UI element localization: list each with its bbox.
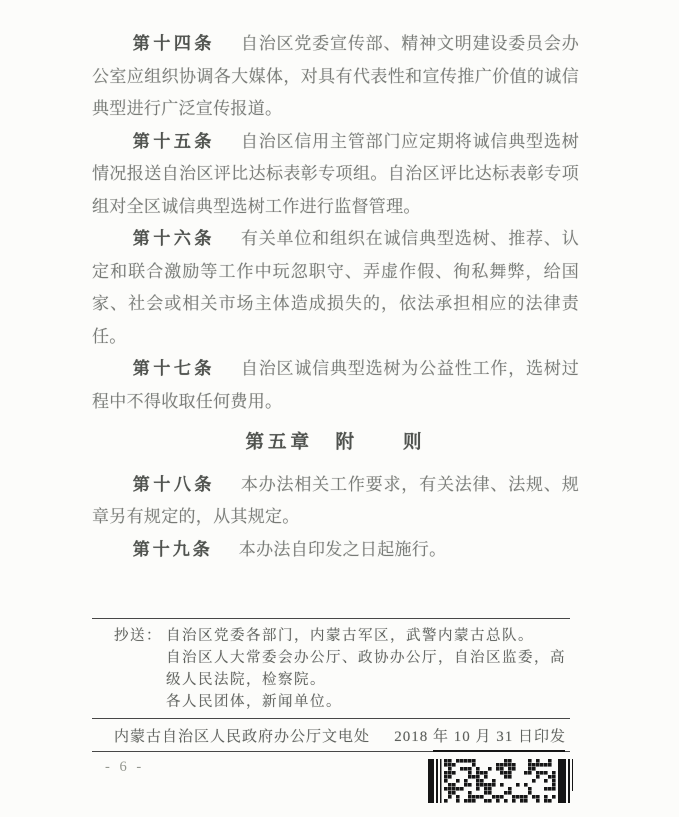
article-number: 第十七条 — [132, 359, 215, 378]
article-number: 第十八条 — [132, 474, 215, 494]
cc-recipient-line: 自治区人大常委会办公厅、政协办公厅，自治区监委，高级人民法院，检察院。 — [166, 650, 566, 688]
article-number: 第十六条 — [132, 229, 215, 248]
article-number: 第十五条 — [132, 131, 215, 151]
article-paragraph-19 — [92, 534, 579, 567]
cc-label: 抄送： — [114, 628, 162, 644]
article-paragraph-16 — [92, 223, 579, 353]
article-text: 本办法相关工作要求，有关法律、法规、规章另有规定的，从其规定。 — [92, 474, 579, 526]
article-text: 本办法自印发之日起施行。 — [238, 539, 447, 559]
issuer-name: 内蒙古自治区人民政府办公厅文电处 — [114, 728, 371, 745]
chapter-heading: 第五章 附 则 — [245, 433, 426, 453]
article-paragraph-15 — [92, 126, 579, 224]
cc-recipient-list — [166, 625, 568, 713]
article-number: 第十九条 — [132, 539, 213, 559]
print-date: 2018 年 10 月 31 日印发 — [394, 728, 566, 745]
page-number: - 6 - — [105, 759, 145, 775]
document-footer-box — [92, 618, 570, 752]
article-text: 自治区信用主管部门应定期将诚信典型选树情况报送自治区评比达标表彰专项组。自治区评比达标表彰专项组对全区诚信典型选树工作进行监督管理。 — [92, 131, 579, 216]
cc-recipient-line: 各人民团体，新闻单位。 — [166, 694, 342, 710]
article-text: 自治区诚信典型选树为公益性工作，选树过程中不得收取任何费用。 — [92, 359, 579, 411]
article-text: 有关单位和组织在诚信典型选树、推荐、认定和联合激励等工作中玩忽职守、弄虚作假、徇私舞弊，给国家、社会或相关市场主体造成损失的，依法承担相应的法律责任。 — [92, 229, 579, 346]
article-paragraph-14 — [92, 28, 579, 126]
issuer-section — [92, 719, 570, 752]
cc-section — [92, 619, 570, 719]
barcode-icon — [428, 750, 578, 803]
article-number: 第十四条 — [132, 34, 215, 53]
article-paragraph-17 — [92, 353, 579, 418]
article-paragraph-18 — [92, 469, 579, 534]
article-text: 自治区党委宣传部、精神文明建设委员会办公室应组织协调各大媒体，对具有代表性和宣传推广价值的诚信典型进行广泛宣传报道。 — [92, 34, 579, 118]
cc-recipient-line: 自治区党委各部门，内蒙古军区，武警内蒙古总队。 — [166, 628, 534, 644]
document-body — [92, 28, 579, 566]
